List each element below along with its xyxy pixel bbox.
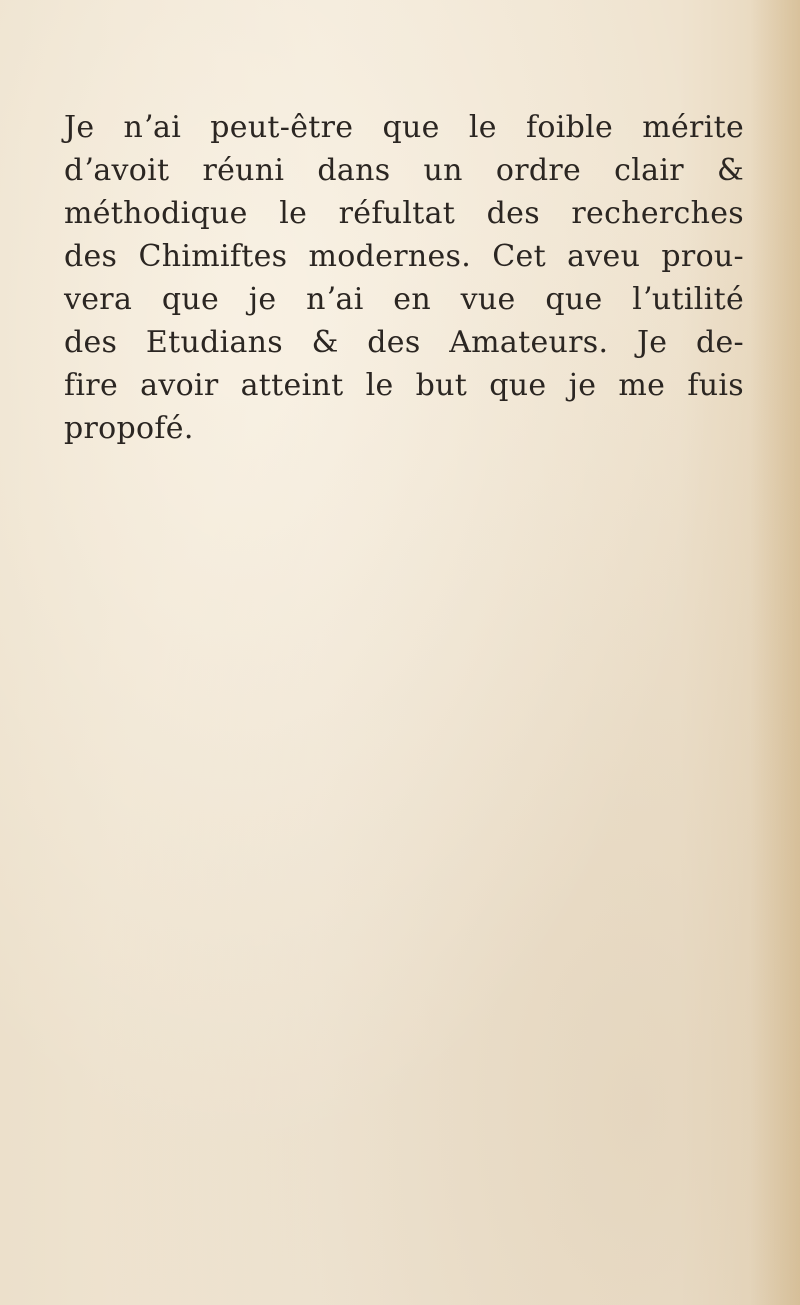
text-line-3: méthodique le réfultat des recherches — [64, 196, 744, 231]
text-line-2: dʼavoit réuni dans un ordre clair & — [64, 153, 744, 188]
text-line-6: des Etudians & des Amateurs. Je de- — [64, 325, 744, 360]
text-line-4: des Chimiftes modernes. Cet aveu prou- — [64, 239, 744, 274]
text-line-8: propofé. — [64, 411, 194, 446]
text-line-7: fire avoir atteint le but que je me fuis — [64, 368, 744, 403]
text-line-1: Je nʼai peut-être que le foible mérite — [64, 110, 744, 145]
text-line-5: vera que je nʼai en vue que lʼutilité — [64, 282, 744, 317]
body-paragraph — [64, 106, 744, 450]
